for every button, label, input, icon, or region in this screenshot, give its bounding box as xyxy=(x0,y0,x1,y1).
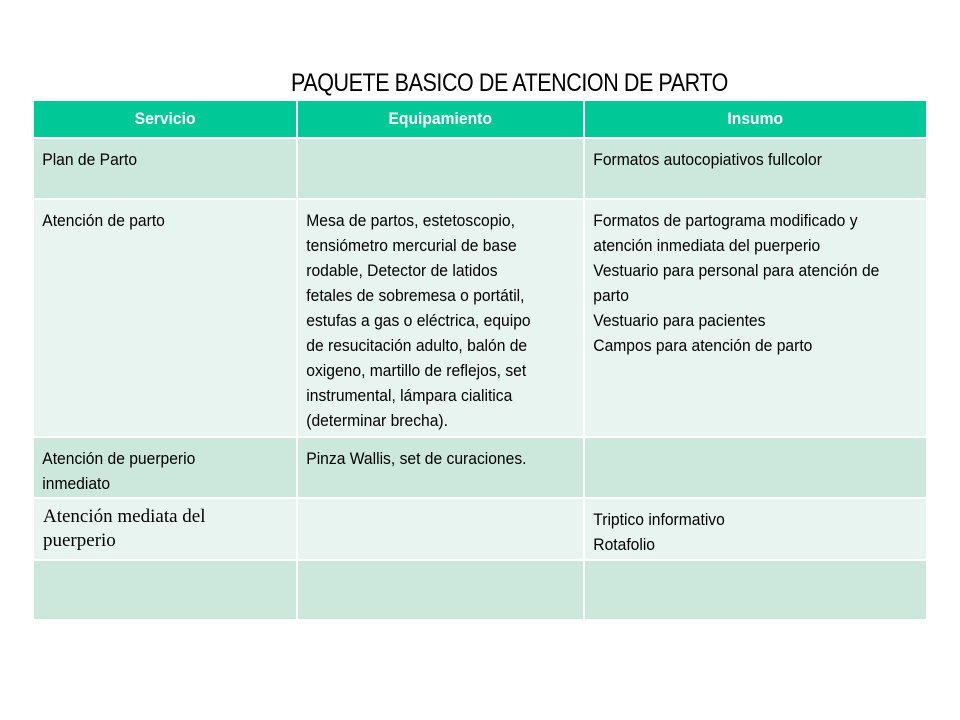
cell-equipamiento xyxy=(297,560,584,620)
header-insumo-label: Insumo xyxy=(727,109,784,128)
header-servicio-label: Servicio xyxy=(134,109,196,128)
table-row xyxy=(33,437,927,498)
cell-line: Mesa de partos, estetoscopio, xyxy=(306,211,515,230)
cell-line: rodable, Detector de latidos xyxy=(306,261,498,280)
cell-insumo xyxy=(584,199,927,437)
cell-line: Atención mediata del xyxy=(43,506,206,527)
table-row xyxy=(33,138,927,199)
cell-line: Pinza Wallis, set de curaciones. xyxy=(306,449,527,468)
cell-line: Formatos autocopiativos fullcolor xyxy=(593,150,822,169)
cell-servicio xyxy=(33,498,297,560)
header-equipamiento-label: Equipamiento xyxy=(388,109,493,128)
cell-line: Vestuario para personal para atención de xyxy=(593,261,880,280)
table-row xyxy=(33,199,927,437)
cell-line: tensiómetro mercurial de base xyxy=(306,236,517,255)
cell-line: Atención de parto xyxy=(42,211,165,230)
cell-equipamiento xyxy=(297,138,584,199)
cell-insumo xyxy=(584,498,927,560)
cell-line: Formatos de partograma modificado y xyxy=(593,211,858,230)
cell-line: de resucitación adulto, balón de xyxy=(306,336,528,355)
cell-servicio xyxy=(33,560,297,620)
cell-line: Atención de puerperio xyxy=(42,449,196,468)
cell-line: estufas a gas o eléctrica, equipo xyxy=(306,311,531,330)
cell-line: Plan de Parto xyxy=(42,150,138,169)
cell-servicio xyxy=(33,138,297,199)
header-servicio xyxy=(33,100,297,138)
cell-equipamiento xyxy=(297,498,584,560)
cell-line: inmediato xyxy=(42,474,111,493)
cell-line: (determinar brecha). xyxy=(306,411,448,430)
table-row xyxy=(33,560,927,620)
cell-line: Campos para atención de parto xyxy=(593,336,813,355)
page-title: PAQUETE BASICO DE ATENCION DE PARTO xyxy=(291,69,728,97)
table-header-row xyxy=(33,100,927,138)
cell-line: parto xyxy=(593,286,629,305)
cell-line: Rotafolio xyxy=(593,535,656,554)
cell-line: Vestuario para pacientes xyxy=(593,311,766,330)
cell-insumo xyxy=(584,138,927,199)
cell-servicio xyxy=(33,437,297,498)
header-equipamiento xyxy=(297,100,584,138)
cell-line: puerperio xyxy=(43,530,116,551)
header-insumo xyxy=(584,100,927,138)
cell-line: oxigeno, martillo de reflejos, set xyxy=(306,361,527,380)
cell-line: atención inmediata del puerperio xyxy=(593,236,821,255)
package-table xyxy=(32,99,928,621)
cell-servicio xyxy=(33,199,297,437)
cell-equipamiento xyxy=(297,199,584,437)
cell-line: Triptico informativo xyxy=(593,510,725,529)
cell-equipamiento xyxy=(297,437,584,498)
cell-insumo xyxy=(584,437,927,498)
cell-line: instrumental, lámpara cialitica xyxy=(306,386,513,405)
table-row xyxy=(33,498,927,560)
cell-line: fetales de sobremesa o portátil, xyxy=(306,286,525,305)
cell-insumo xyxy=(584,560,927,620)
